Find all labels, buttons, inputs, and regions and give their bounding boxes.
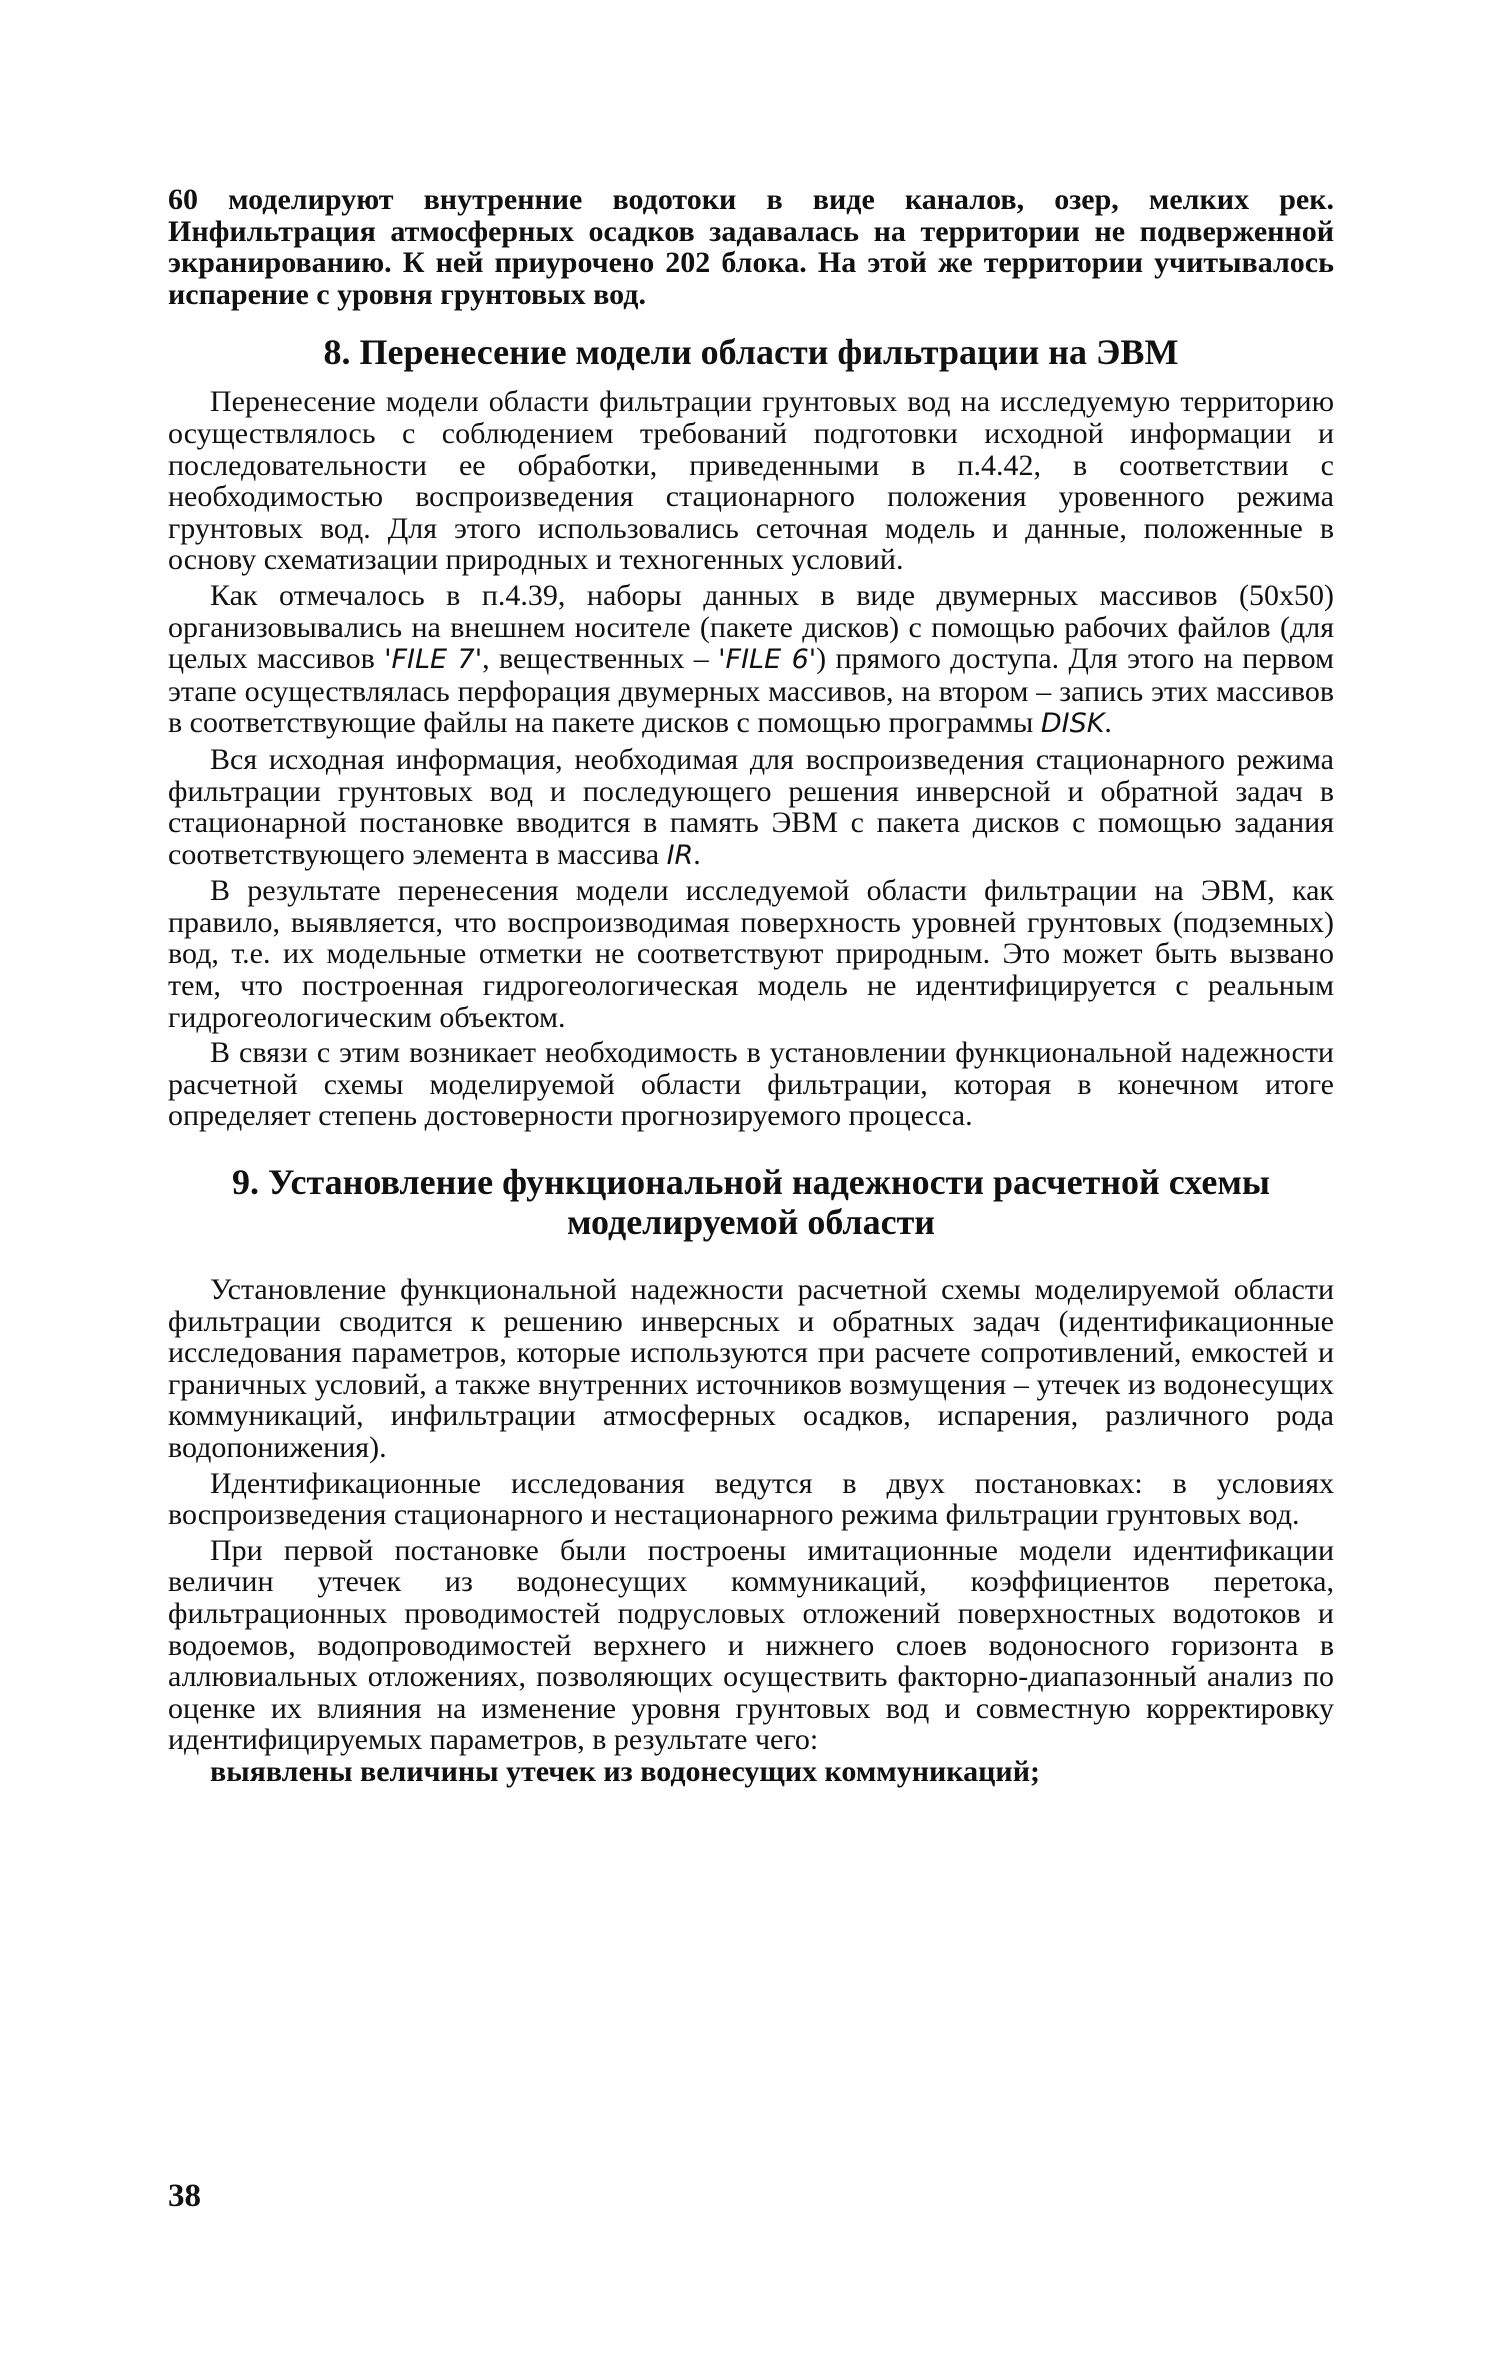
section-9-title-line-2: моделируемой области	[566, 1202, 936, 1243]
intro-paragraph: 60 моделируют внутренние водотоки в виде каналов, озер, мелких рек. Инфильтрация атмосферных осадков задавалась на территории не подверженной экранированию. К ней приурочено 202 блока. На этой же территории учитывалось испарение с уровня грунтовых вод.	[168, 183, 1334, 311]
section-8-paragraph-3	[168, 744, 1334, 871]
code-file-6: 'FILE 6'	[718, 644, 817, 676]
paragraph-text: Как отмечалось в п.4.39, наборы данных в виде двумерных массивов (50х50) организовывались на внешнем носителе (пакете дисков) с помощью рабочих файлов (для целых массивов	[168, 578, 1334, 676]
paragraph-text: Вся исходная информация, необходимая для воспроизведения стационарного режима фильтрации грунтовых вод и последующего решения инверсной и обратной задач в стационарной постановке вводится в память ЭВМ с пакета дисков с помощью задания соответствующего элемента в массива	[168, 742, 1334, 871]
paragraph-text: .	[693, 837, 701, 871]
section-8-paragraph-5: В связи с этим возникает необходимость в установлении функциональной надежности расчетной схемы моделируемой области фильтрации, которая в конечном итоге определяет степень достоверности прогнозируемого процесса.	[168, 1036, 1334, 1133]
paragraph-text: .	[1104, 706, 1112, 740]
page-body	[168, 184, 1334, 1788]
code-disk: DISK	[1040, 708, 1105, 740]
section-8-paragraph-1: Перенесение модели области фильтрации грунтовых вод на исследуемую территорию осуществлялось с соблюдением требований подготовки исходной информации и последовательности ее обработки, приведенными в п.4.42, в соответствии с необходимостью воспроизведения стационарного положения уровенного режима грунтовых вод. Для этого использовались сеточная модель и данные, положенные в основу схематизации природных и техногенных условий.	[168, 385, 1334, 577]
section-9-title	[168, 1162, 1334, 1242]
section-9-paragraph-3: При первой постановке были построены имитационные модели идентификации величин утечек из водонесущих коммуникаций, коэффициентов перетока, фильтрационных проводимостей подрусловых отложений поверхностных водотоков и водоемов, водопроводимостей верхнего и нижнего слоев водоносного горизонта в аллювиальных отложениях, позволяющих осуществить факторно-диапазонный анализ по оценке их влияния на изменение уровня грунтовых вод и совместную корректировку идентифицируемых параметров, в результате чего:	[168, 1533, 1334, 1757]
code-file-7: 'FILE 7'	[384, 644, 483, 676]
section-8-title: 8. Перенесение модели области фильтрации на ЭВМ	[323, 332, 1179, 373]
page-number: 38	[168, 2178, 201, 2214]
paragraph-text: , вещественных –	[482, 642, 719, 676]
paragraph-text: ) прямого доступа. Для этого на первом этапе осуществлялась перфорация двумерных массивов, на втором – запись этих массивов в соответствующие файлы на пакете дисков с помощью программы	[168, 642, 1335, 740]
section-9-paragraph-2: Идентификационные исследования ведутся в двух постановках: в условиях воспроизведения стационарного и нестационарного режима фильтрации грунтовых вод.	[168, 1466, 1334, 1532]
section-8-paragraph-2	[168, 580, 1334, 740]
code-ir: IR	[666, 839, 694, 871]
section-8-paragraph-4: В результате перенесения модели исследуемой области фильтрации на ЭВМ, как правило, выявляется, что воспроизводимая поверхность уровней грунтовых (подземных) вод, т.е. их модельные отметки не соответствуют природным. Это может быть вызвано тем, что построенная гидрогеологическая модель не идентифицируется с реальным гидрогеологическим объектом.	[168, 874, 1334, 1034]
section-9-paragraph-1: Установление функциональной надежности расчетной схемы моделируемой области фильтрации сводится к решению инверсных и обратных задач (идентификационные исследования параметров, которые используются при расчете сопротивлений, емкостей и граничных условий, а также внутренних источников возмущения – утечек из водонесущих коммуникаций, инфильтрации атмосферных осадков, испарения, различного рода водопонижения).	[168, 1273, 1334, 1464]
list-item: выявлены величины утечек из водонесущих коммуникаций;	[210, 1754, 1040, 1788]
section-9-title-line-1: 9. Установление функциональной надежности расчетной схемы	[232, 1162, 1270, 1203]
